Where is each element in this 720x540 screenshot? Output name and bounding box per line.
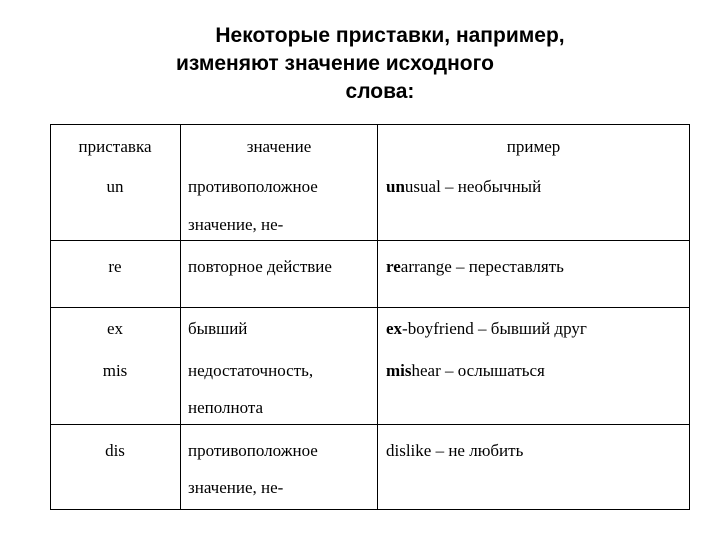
prefix-cell: ex bbox=[106, 319, 124, 338]
example-cell bbox=[386, 176, 541, 198]
example-rest: usual – необычный bbox=[404, 177, 542, 196]
prefix-cell: un bbox=[106, 177, 124, 196]
example-prefix-bold: un bbox=[386, 177, 405, 196]
table-border-right bbox=[689, 124, 690, 510]
header-meaning: значение bbox=[246, 137, 312, 156]
example-prefix-bold: ex bbox=[386, 319, 403, 338]
meaning-line: неполнота bbox=[188, 398, 264, 417]
table-border-bottom bbox=[50, 509, 690, 510]
prefix-cell: re bbox=[108, 257, 122, 276]
meaning-line: повторное действие bbox=[188, 257, 332, 276]
title-line-2: изменяют значение исходного bbox=[176, 52, 494, 75]
header-example: пример bbox=[506, 137, 561, 156]
prefix-table bbox=[50, 124, 690, 510]
row-divider-2 bbox=[50, 307, 690, 308]
meaning-line: значение, не- bbox=[188, 215, 284, 234]
example-rest: -boyfriend – бывший друг bbox=[402, 319, 587, 338]
example-prefix-bold: re bbox=[386, 257, 401, 276]
meaning-line: противоположное bbox=[188, 177, 318, 196]
table-border-top bbox=[50, 124, 690, 125]
slide-title bbox=[150, 22, 610, 106]
prefix-cell: mis bbox=[102, 361, 128, 380]
title-line-1: Некоторые приставки, например, bbox=[215, 24, 565, 47]
example-cell bbox=[386, 440, 523, 462]
example-prefix-bold: mis bbox=[386, 361, 412, 380]
example-rest: hear – ослышаться bbox=[411, 361, 545, 380]
header-prefix: приставка bbox=[78, 137, 152, 156]
example-cell bbox=[386, 318, 587, 340]
example-cell bbox=[386, 360, 545, 382]
meaning-line: недостаточность, bbox=[188, 361, 314, 380]
row-divider-3 bbox=[50, 424, 690, 425]
row-divider-1 bbox=[50, 240, 690, 241]
example-cell bbox=[386, 256, 564, 278]
column-divider-1 bbox=[180, 124, 181, 510]
example-rest: dislike – не любить bbox=[386, 441, 524, 460]
prefix-cell: dis bbox=[105, 441, 125, 460]
meaning-line: значение, не- bbox=[188, 478, 284, 497]
title-line-3: слова: bbox=[345, 80, 415, 103]
column-divider-2 bbox=[377, 124, 378, 510]
meaning-line: противоположное bbox=[188, 441, 318, 460]
example-rest: arrange – переставлять bbox=[400, 257, 564, 276]
meaning-line: бывший bbox=[188, 319, 248, 338]
